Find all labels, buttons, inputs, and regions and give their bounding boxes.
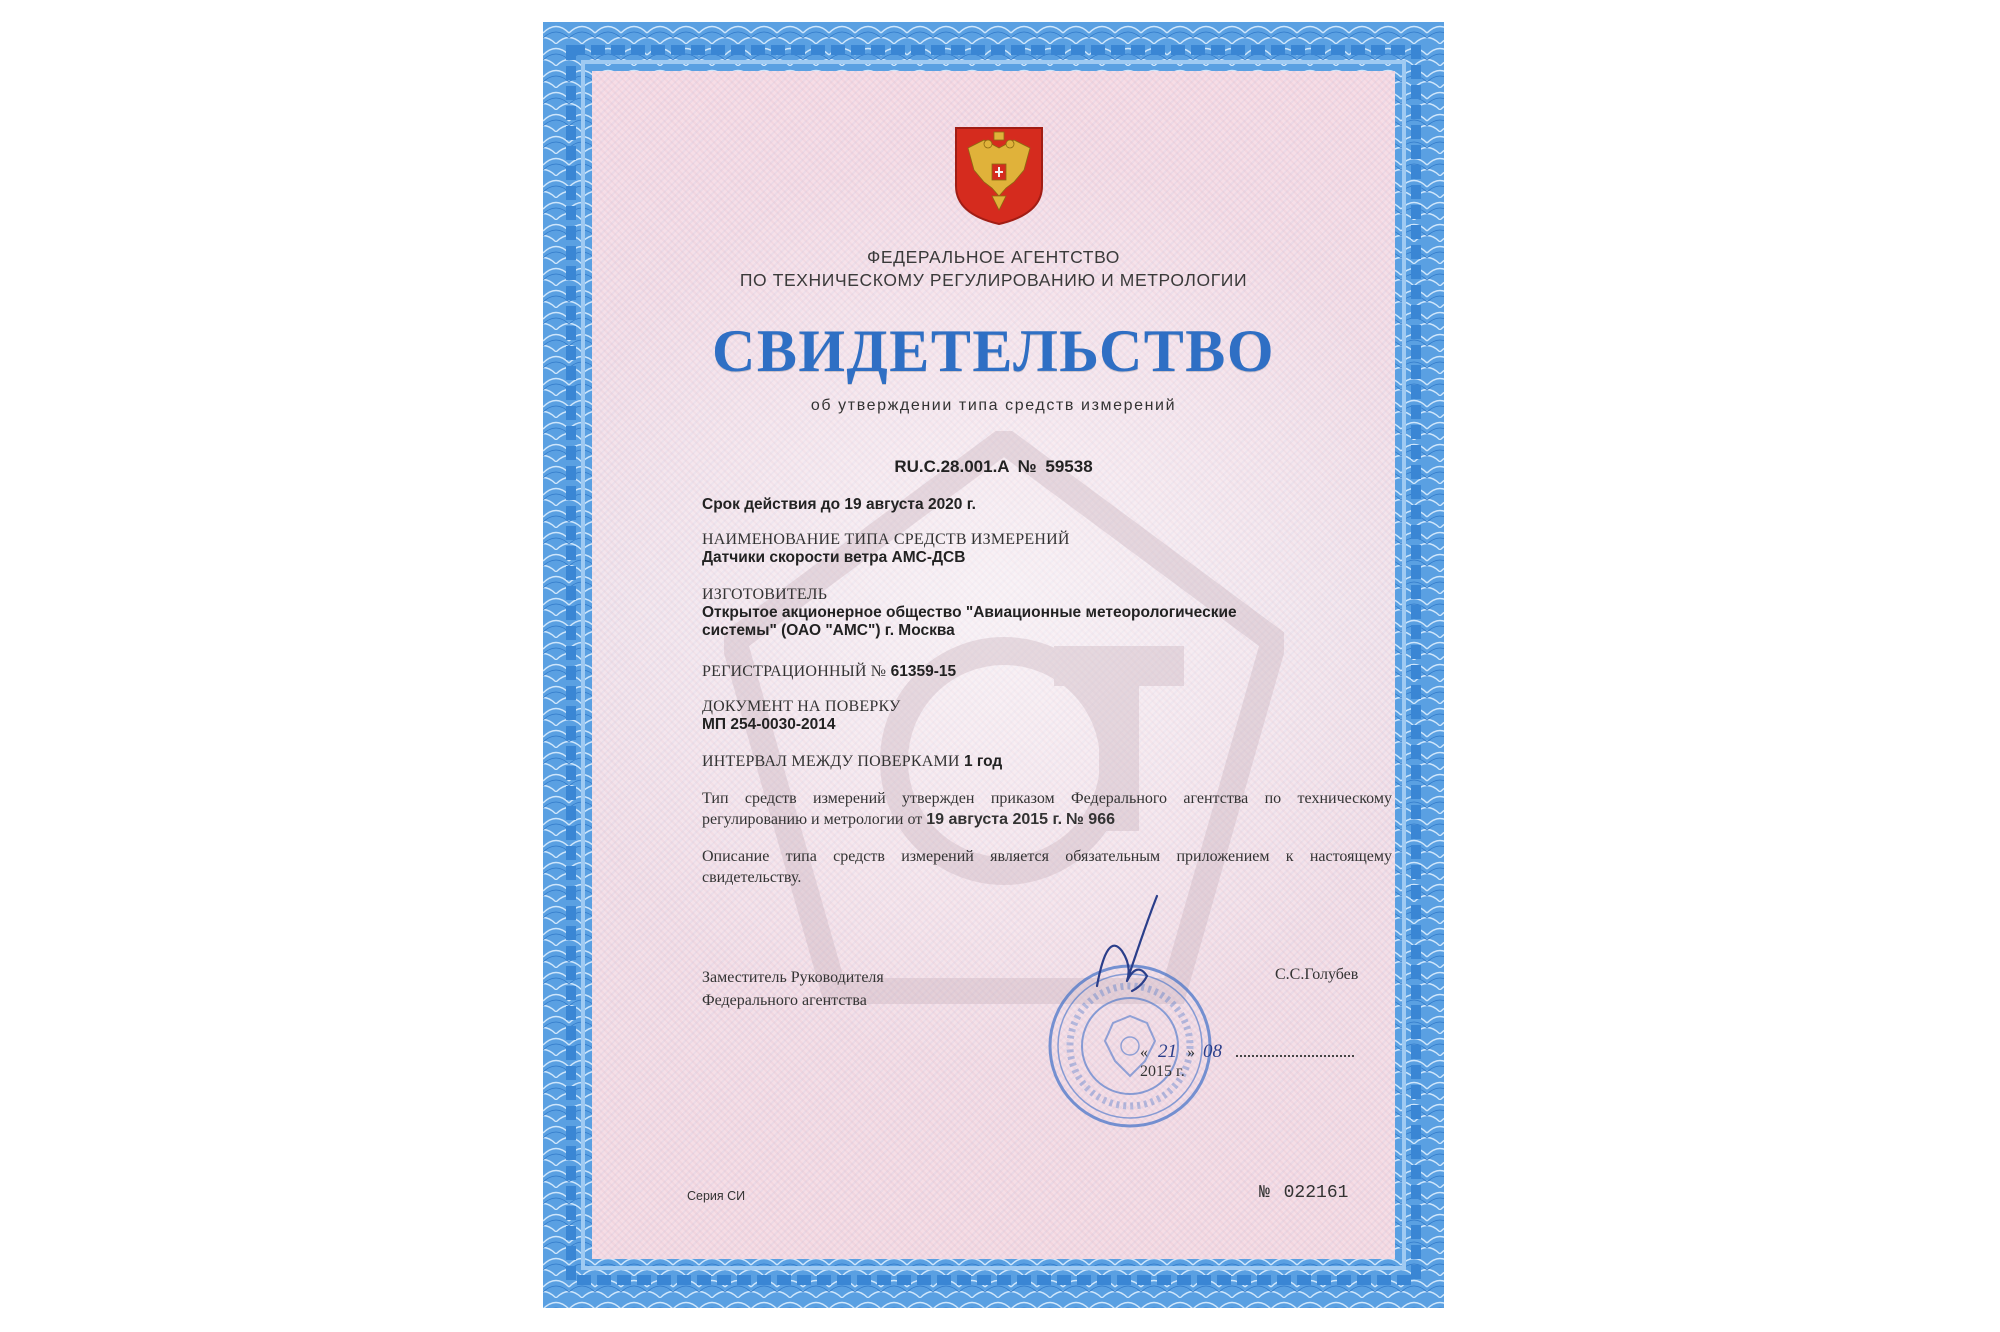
validity-label: Срок действия до	[702, 496, 841, 513]
instrument-value: Датчики скорости ветра АМС-ДСВ	[702, 549, 966, 566]
manufacturer-line-1: Открытое акционерное общество "Авиационные метеорологические	[702, 604, 1237, 621]
description-note: Описание типа средств измерений является обязательным приложением к настоящему свидетельству.	[702, 848, 1392, 886]
validity	[702, 496, 1392, 514]
reg-number-value: 61359-15	[890, 663, 957, 680]
sign-year: 2015 г.	[1140, 1063, 1185, 1080]
series-label: Серия СИ	[687, 1189, 746, 1203]
instrument-name	[702, 531, 1392, 567]
signatory-name: С.С.Голубев	[1275, 966, 1359, 983]
verification-value: МП 254-0030-2014	[702, 716, 836, 733]
registration-number-label: №	[1017, 457, 1037, 476]
registration-number-value: 59538	[1045, 457, 1093, 476]
sign-month: 08	[1203, 1041, 1222, 1062]
serial-number	[1259, 1183, 1348, 1203]
reg-number-label: РЕГИСТРАЦИОННЫЙ №	[702, 663, 887, 680]
validity-date: 19 августа 2020 г.	[844, 496, 976, 513]
order-text: Тип средств измерений утвержден приказом Федерального агентства по техническому регулированию и метрологии от	[702, 790, 1392, 828]
signatory-position	[702, 966, 884, 1012]
verification-document	[702, 698, 1392, 734]
russian-coat-of-arms-icon	[954, 126, 1044, 226]
signing-date: « 21 » 08 2015 г.	[1140, 1041, 1395, 1081]
date-dotted-line	[1236, 1041, 1354, 1057]
sign-day: 21	[1158, 1041, 1177, 1062]
document-title: СВИДЕТЕЛЬСТВО	[712, 318, 1275, 384]
registration-code: RU.C.28.001.A	[894, 457, 1009, 476]
agency-line-1: ФЕДЕРАЛЬНОЕ АГЕНТСТВО	[866, 247, 1120, 267]
manufacturer-line-2: системы" (ОАО "АМС") г. Москва	[702, 622, 955, 639]
manufacturer-label: ИЗГОТОВИТЕЛЬ	[702, 586, 828, 603]
position-line-1: Заместитель Руководителя	[702, 969, 884, 986]
interval-label: ИНТЕРВАЛ МЕЖДУ ПОВЕРКАМИ	[702, 753, 960, 770]
serial-value: 022161	[1283, 1183, 1349, 1203]
registration-number	[592, 457, 1395, 477]
interval-value: 1 год	[963, 753, 1003, 770]
reg-number	[702, 663, 1392, 681]
certificate-body	[592, 71, 1395, 1259]
approval-order	[702, 788, 1392, 830]
handwritten-signature	[1087, 891, 1167, 1001]
serial-label: №	[1259, 1183, 1270, 1203]
agency-name	[592, 246, 1395, 292]
order-number: № 966	[1066, 811, 1115, 828]
order-date: 19 августа 2015 г.	[926, 811, 1063, 828]
agency-line-2: ПО ТЕХНИЧЕСКОМУ РЕГУЛИРОВАНИЮ И МЕТРОЛОГИИ	[739, 270, 1248, 290]
document-subtitle: об утверждении типа средств измерений	[810, 397, 1177, 414]
certificate	[543, 22, 1444, 1308]
verification-label: ДОКУМЕНТ НА ПОВЕРКУ	[702, 698, 901, 715]
position-line-2: Федерального агентства	[702, 992, 867, 1009]
instrument-label: НАИМЕНОВАНИЕ ТИПА СРЕДСТВ ИЗМЕРЕНИЙ	[702, 531, 1070, 548]
verification-interval	[702, 753, 1392, 771]
manufacturer	[702, 586, 1392, 640]
